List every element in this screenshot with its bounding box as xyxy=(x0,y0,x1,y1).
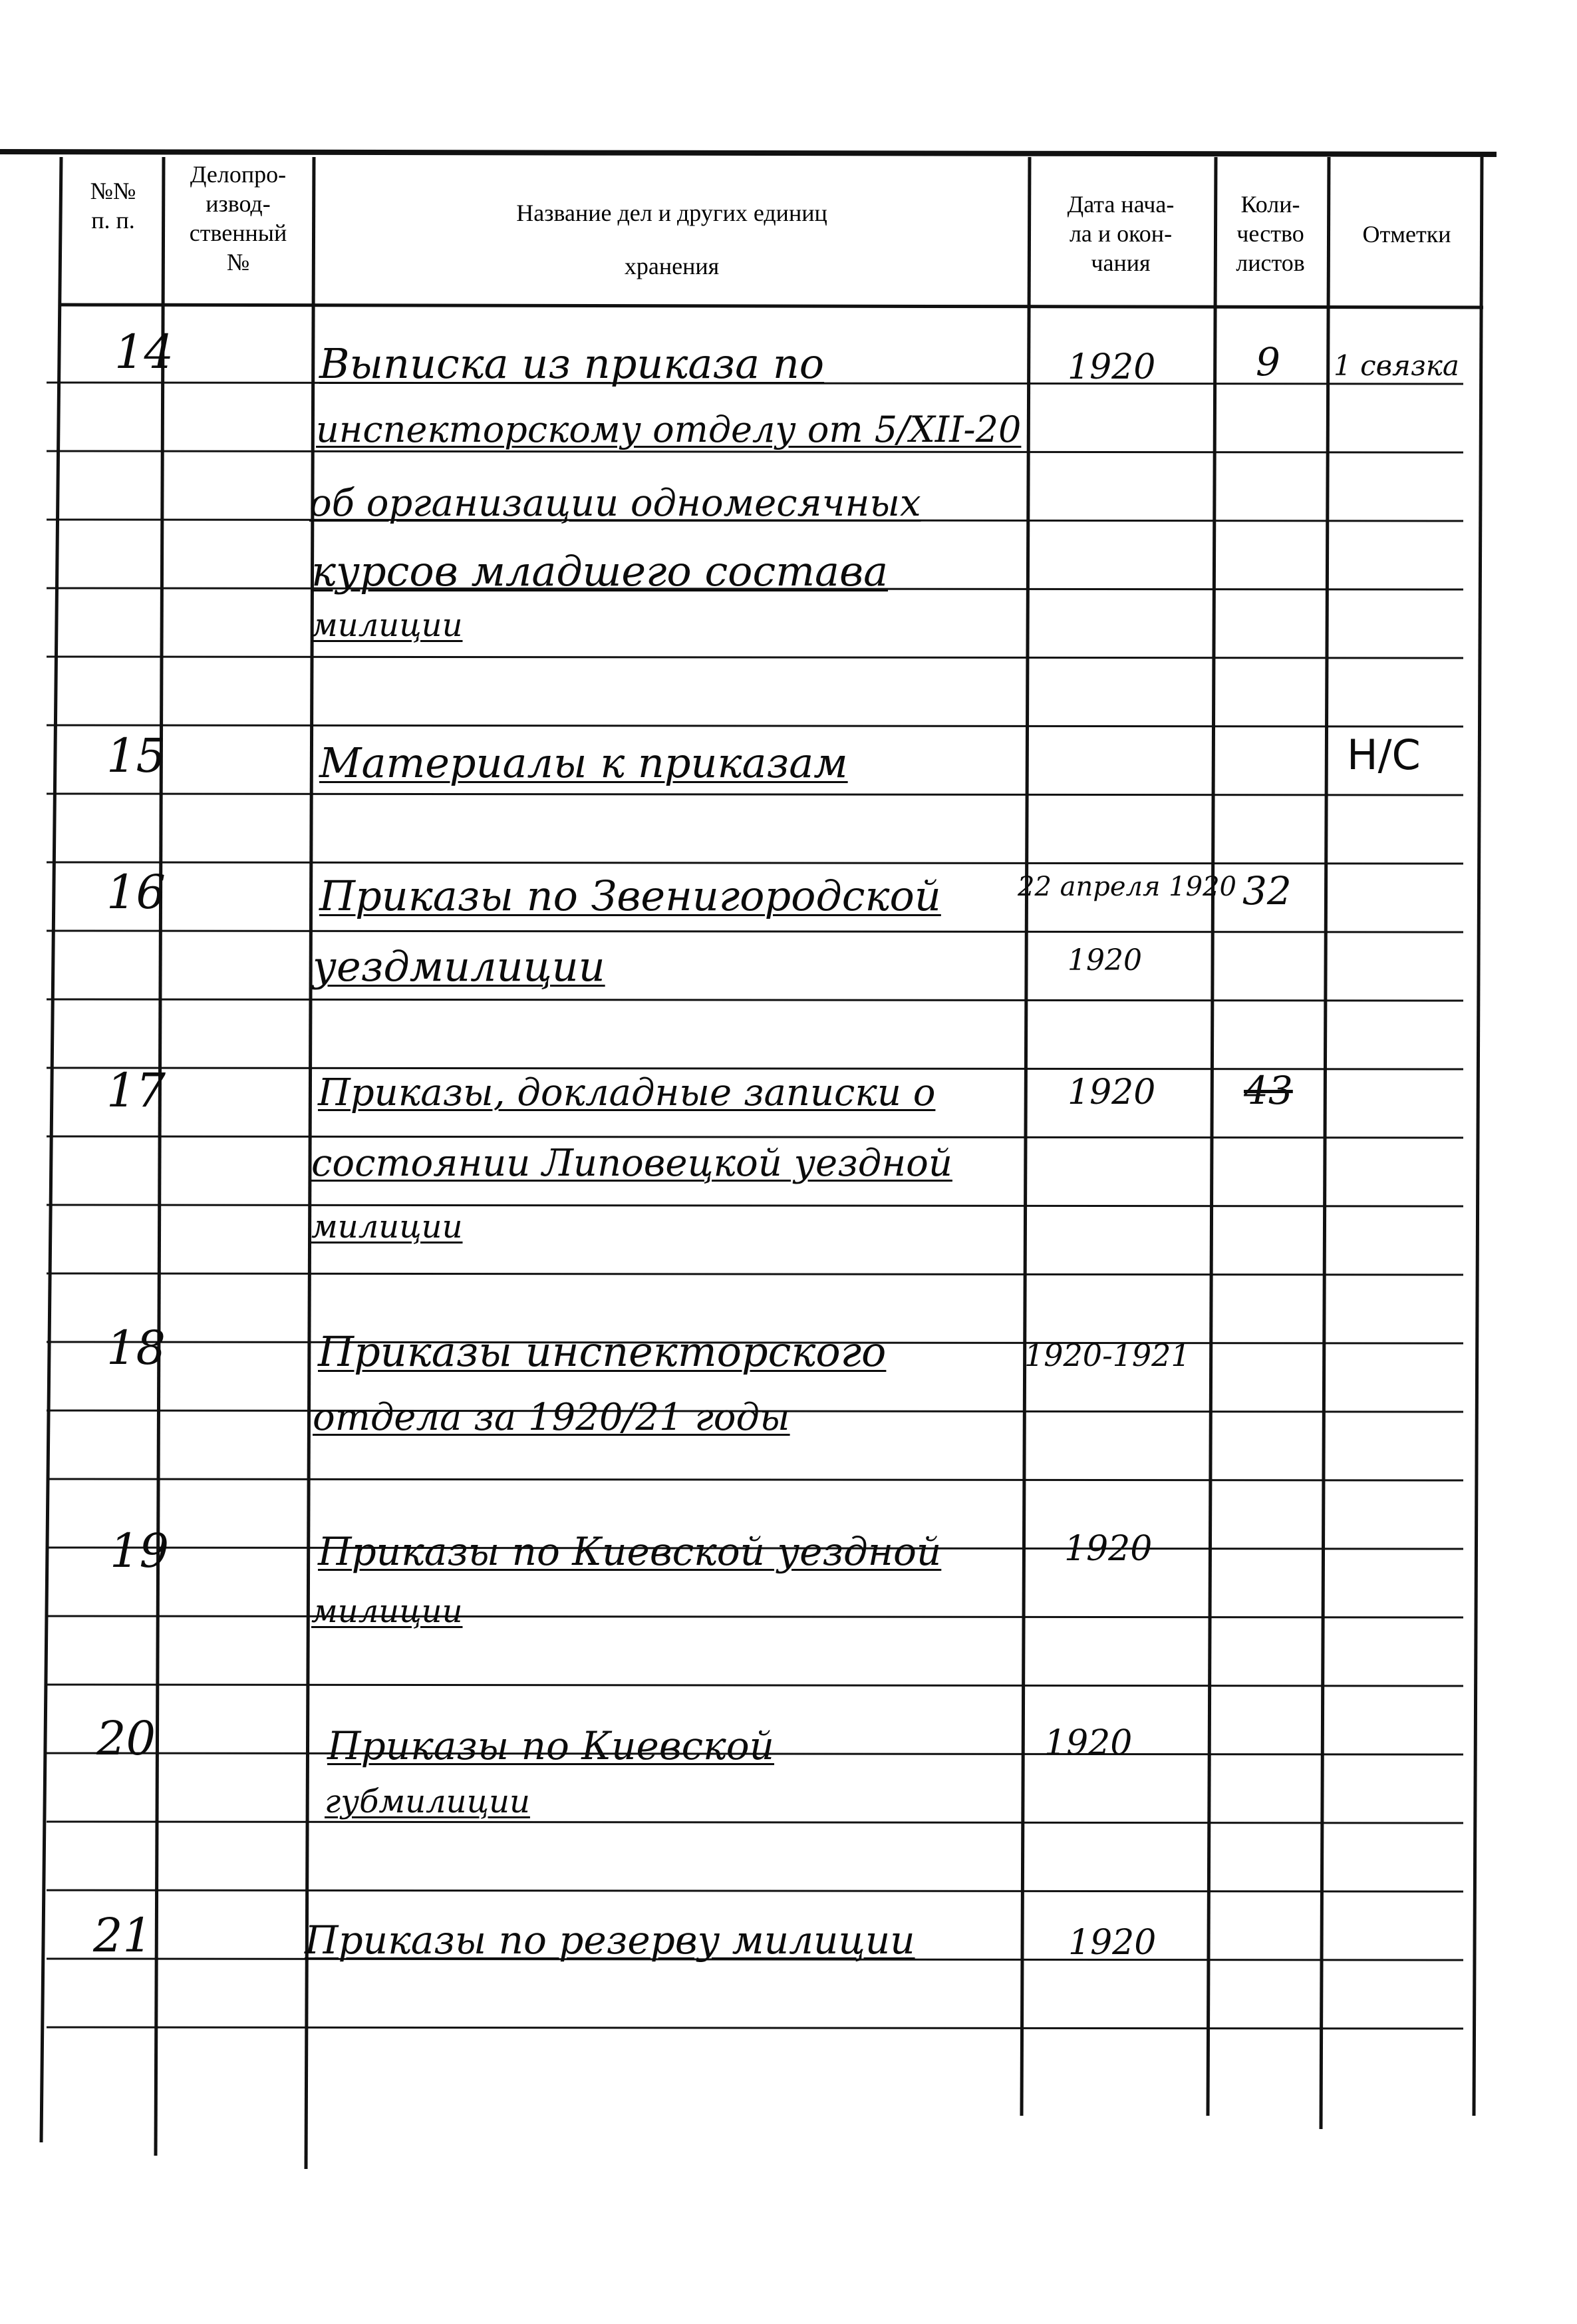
row-rule xyxy=(47,1685,1463,1686)
entry-14-sheets: 9 xyxy=(1256,339,1280,385)
header-number: №№ п. п. xyxy=(90,178,136,234)
entry-16-date-end: 1920 xyxy=(1068,943,1142,977)
header-title: Название дел и других единиц хранения xyxy=(516,200,827,279)
entry-16-number: 16 xyxy=(106,865,166,919)
entry-16-line-1: Приказы по Звенигородской xyxy=(319,872,941,920)
entry-18-date: 1920-1921 xyxy=(1024,1337,1191,1373)
entry-16-date: 22 апреля 1920 xyxy=(1018,872,1236,902)
row-rule xyxy=(47,657,1463,658)
entry-17-sheets: 43 xyxy=(1244,1068,1293,1113)
row-rule xyxy=(47,931,1463,932)
entry-14-line-4: курсов младшего состава xyxy=(311,547,889,595)
entry-15-remarks: Н/С xyxy=(1347,731,1421,779)
entry-21-number: 21 xyxy=(93,1908,153,1963)
entry-20-date: 1920 xyxy=(1044,1723,1133,1763)
entry-19-line-1: Приказы по Киевской уездной xyxy=(318,1529,942,1574)
entry-14-number: 14 xyxy=(114,325,174,379)
row-rule xyxy=(47,451,1463,452)
entry-15-number: 15 xyxy=(106,729,166,783)
header-rule xyxy=(60,305,1483,307)
entry-14-line-2: инспекторскому отделу от 5/XII-20 xyxy=(316,409,1022,450)
entry-18-number: 18 xyxy=(106,1321,166,1375)
entry-17-line-2: состоянии Липовецкой уездной xyxy=(311,1142,952,1185)
entry-14-remarks: 1 связка xyxy=(1334,349,1459,382)
row-rule xyxy=(47,999,1463,1001)
entry-15-line-1: Материалы к приказам xyxy=(319,739,848,787)
column-divider xyxy=(41,157,61,2142)
entry-16-sheets: 32 xyxy=(1242,868,1292,913)
row-rule xyxy=(47,794,1463,795)
column-divider xyxy=(1474,157,1482,2116)
entry-17-date: 1920 xyxy=(1068,1073,1156,1112)
row-rule xyxy=(47,1822,1463,1823)
entry-21-line-1: Приказы по резерву милиции xyxy=(305,1917,915,1963)
entry-14-line-1: Выписка из приказа по xyxy=(319,339,825,388)
row-rule xyxy=(47,1273,1463,1275)
row-rule xyxy=(47,1616,1463,1617)
row-rule xyxy=(47,1205,1463,1206)
row-rule xyxy=(47,1479,1463,1480)
entry-17-number: 17 xyxy=(106,1063,166,1118)
row-rule xyxy=(47,862,1463,864)
header-date: Дата нача- ла и окон- чания xyxy=(1067,191,1175,276)
entry-19-number: 19 xyxy=(110,1524,170,1578)
top-rule xyxy=(0,152,1497,154)
entry-18-line-1: Приказы инспекторского xyxy=(318,1327,887,1376)
entry-20-line-1: Приказы по Киевской xyxy=(327,1723,775,1768)
entry-20-line-2: губмилиции xyxy=(325,1783,530,1820)
entry-14-date: 1920 xyxy=(1068,347,1156,387)
entry-21-date: 1920 xyxy=(1068,1923,1157,1963)
entry-16-line-2: уездмилиции xyxy=(313,942,605,991)
header-sheets: Коли- чество листов xyxy=(1236,191,1305,276)
header-case-number: Делопро- извод- ственный № xyxy=(189,161,287,275)
header-remarks: Отметки xyxy=(1362,221,1451,248)
entry-19-date: 1920 xyxy=(1064,1529,1153,1569)
row-rule xyxy=(47,725,1463,727)
entry-17-line-3: милиции xyxy=(311,1208,463,1245)
entry-14-line-3: об организации одномесячных xyxy=(309,482,921,525)
row-rule xyxy=(47,1136,1463,1138)
column-divider xyxy=(156,157,164,2156)
entry-20-number: 20 xyxy=(96,1711,156,1766)
entry-17-line-1: Приказы, докладные записки о xyxy=(318,1071,936,1114)
row-rule xyxy=(47,2027,1463,2029)
row-rule xyxy=(47,1890,1463,1892)
entry-19-line-2: милиции xyxy=(311,1593,463,1630)
entry-18-line-2: отдела за 1920/21 годы xyxy=(313,1396,790,1439)
entry-14-line-5: милиции xyxy=(311,607,463,644)
